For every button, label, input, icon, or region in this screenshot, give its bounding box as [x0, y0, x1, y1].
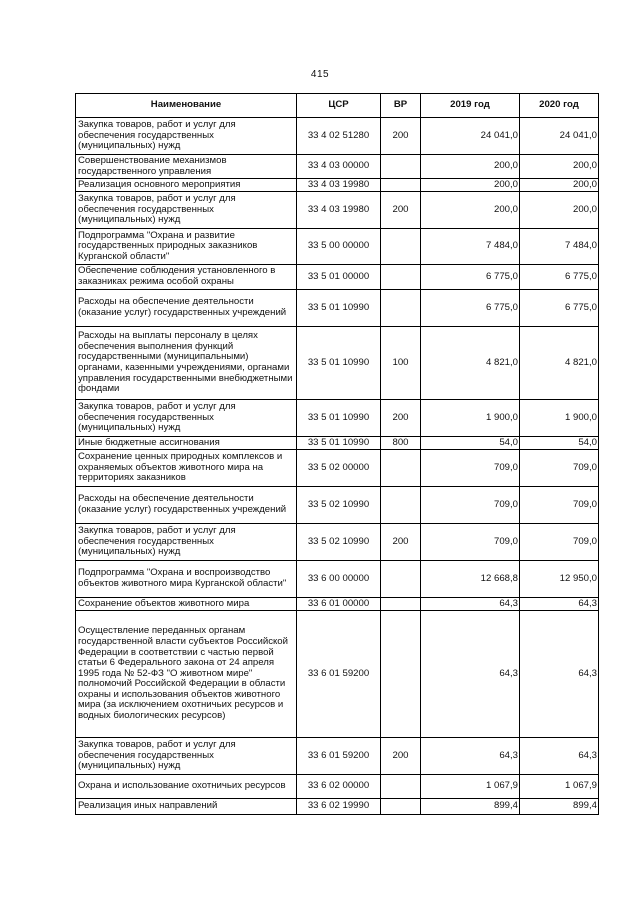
row-2019: 64,3 [421, 611, 520, 738]
row-2019: 6 775,0 [421, 290, 520, 327]
row-2019: 709,0 [421, 524, 520, 561]
row-vr [381, 229, 421, 265]
row-2019: 899,4 [421, 799, 520, 815]
row-2020: 6 775,0 [520, 265, 599, 290]
row-2020: 64,3 [520, 738, 599, 775]
row-2020: 64,3 [520, 598, 599, 611]
row-2020: 200,0 [520, 179, 599, 192]
row-vr [381, 775, 421, 799]
row-vr [381, 598, 421, 611]
row-vr [381, 450, 421, 487]
table-row [76, 775, 599, 799]
table-row [76, 524, 599, 561]
row-2019: 200,0 [421, 179, 520, 192]
row-name: Закупка товаров, работ и услуг для обеспечения государственных (муниципальных) нужд [76, 738, 297, 775]
table-row [76, 561, 599, 598]
row-2020: 200,0 [520, 192, 599, 229]
row-csr: 33 5 01 10990 [297, 400, 381, 437]
table-row [76, 290, 599, 327]
row-csr: 33 4 03 00000 [297, 155, 381, 179]
row-vr: 200 [381, 192, 421, 229]
row-csr: 33 4 03 19980 [297, 192, 381, 229]
row-name: Закупка товаров, работ и услуг для обеспечения государственных (муниципальных) нужд [76, 524, 297, 561]
table-row [76, 400, 599, 437]
row-name: Иные бюджетные ассигнования [76, 437, 297, 450]
row-vr: 200 [381, 738, 421, 775]
row-csr: 33 5 01 10990 [297, 290, 381, 327]
table-row [76, 118, 599, 155]
table-row [76, 738, 599, 775]
header-csr: ЦСР [297, 94, 381, 118]
row-2020: 6 775,0 [520, 290, 599, 327]
header-vr: ВР [381, 94, 421, 118]
row-name: Сохранение объектов животного мира [76, 598, 297, 611]
row-name: Обеспечение соблюдения установленного в заказниках режима особой охраны [76, 265, 297, 290]
row-csr: 33 5 02 00000 [297, 450, 381, 487]
row-name: Охрана и использование охотничьих ресурсов [76, 775, 297, 799]
row-2020: 24 041,0 [520, 118, 599, 155]
row-csr: 33 5 00 00000 [297, 229, 381, 265]
row-csr: 33 6 02 00000 [297, 775, 381, 799]
table-row [76, 799, 599, 815]
row-name: Закупка товаров, работ и услуг для обеспечения государственных (муниципальных) нужд [76, 118, 297, 155]
row-vr: 100 [381, 327, 421, 400]
budget-table [75, 93, 599, 815]
row-csr: 33 5 02 10990 [297, 524, 381, 561]
table-row [76, 229, 599, 265]
row-name: Закупка товаров, работ и услуг для обеспечения государственных (муниципальных) нужд [76, 400, 297, 437]
row-csr: 33 4 02 51280 [297, 118, 381, 155]
table-row [76, 327, 599, 400]
table-row [76, 487, 599, 524]
row-2019: 1 900,0 [421, 400, 520, 437]
row-vr [381, 611, 421, 738]
row-name: Осуществление переданных органам государственной власти субъектов Российской Федерации в соответствии с частью первой статьи 6 Федерального закона от 24 апреля 1995 года № 52-ФЗ "О животном мире" полномочий Российской Федерации в области охраны и использования объектов животного мира (за исключением охотничьих ресурсов и водных биологических ресурсов) [76, 611, 297, 738]
table-row [76, 265, 599, 290]
row-2019: 200,0 [421, 192, 520, 229]
table-row [76, 179, 599, 192]
row-2019: 709,0 [421, 487, 520, 524]
table-row [76, 192, 599, 229]
row-csr: 33 6 00 00000 [297, 561, 381, 598]
row-csr: 33 6 01 59200 [297, 611, 381, 738]
table-row [76, 611, 599, 738]
table-header-row [76, 94, 599, 118]
row-name: Расходы на обеспечение деятельности (оказание услуг) государственных учреждений [76, 290, 297, 327]
row-vr [381, 799, 421, 815]
row-csr: 33 4 03 19980 [297, 179, 381, 192]
row-2020: 4 821,0 [520, 327, 599, 400]
row-name: Реализация основного мероприятия [76, 179, 297, 192]
row-2019: 709,0 [421, 450, 520, 487]
page-number: 415 [310, 69, 330, 80]
header-name: Наименование [76, 94, 297, 118]
row-2019: 64,3 [421, 738, 520, 775]
row-vr [381, 155, 421, 179]
row-2020: 200,0 [520, 155, 599, 179]
header-2019: 2019 год [421, 94, 520, 118]
row-2020: 54,0 [520, 437, 599, 450]
row-2019: 54,0 [421, 437, 520, 450]
table-row [76, 155, 599, 179]
row-2020: 899,4 [520, 799, 599, 815]
row-vr [381, 290, 421, 327]
table-row [76, 450, 599, 487]
row-name: Реализация иных направлений [76, 799, 297, 815]
row-csr: 33 5 01 10990 [297, 437, 381, 450]
row-csr: 33 5 01 00000 [297, 265, 381, 290]
row-csr: 33 6 01 59200 [297, 738, 381, 775]
row-2020: 709,0 [520, 450, 599, 487]
row-2020: 1 900,0 [520, 400, 599, 437]
row-2020: 7 484,0 [520, 229, 599, 265]
row-vr [381, 487, 421, 524]
row-2019: 1 067,9 [421, 775, 520, 799]
table-row [76, 437, 599, 450]
row-vr: 200 [381, 400, 421, 437]
header-2020: 2020 год [520, 94, 599, 118]
row-vr [381, 561, 421, 598]
row-vr: 200 [381, 524, 421, 561]
row-name: Подпрограмма "Охрана и развитие государственных природных заказников Курганской области" [76, 229, 297, 265]
row-2019: 7 484,0 [421, 229, 520, 265]
row-2020: 1 067,9 [520, 775, 599, 799]
row-name: Расходы на обеспечение деятельности (оказание услуг) государственных учреждений [76, 487, 297, 524]
row-vr [381, 179, 421, 192]
row-name: Расходы на выплаты персоналу в целях обеспечения выполнения функций государственными (муниципальными) органами, казенными учреждениями, органами управления государственными внебюджетными фондами [76, 327, 297, 400]
row-2020: 709,0 [520, 524, 599, 561]
row-2020: 64,3 [520, 611, 599, 738]
row-2020: 709,0 [520, 487, 599, 524]
row-2019: 24 041,0 [421, 118, 520, 155]
row-vr: 800 [381, 437, 421, 450]
row-csr: 33 5 02 10990 [297, 487, 381, 524]
row-2019: 6 775,0 [421, 265, 520, 290]
row-vr: 200 [381, 118, 421, 155]
row-2019: 64,3 [421, 598, 520, 611]
row-2020: 12 950,0 [520, 561, 599, 598]
row-vr [381, 265, 421, 290]
row-csr: 33 6 02 19990 [297, 799, 381, 815]
row-name: Подпрограмма "Охрана и воспроизводство объектов животного мира Курганской области" [76, 561, 297, 598]
row-csr: 33 5 01 10990 [297, 327, 381, 400]
row-2019: 4 821,0 [421, 327, 520, 400]
table-row [76, 598, 599, 611]
row-name: Закупка товаров, работ и услуг для обеспечения государственных (муниципальных) нужд [76, 192, 297, 229]
row-name: Сохранение ценных природных комплексов и охраняемых объектов животного мира на территориях заказников [76, 450, 297, 487]
row-csr: 33 6 01 00000 [297, 598, 381, 611]
row-name: Совершенствование механизмов государственного управления [76, 155, 297, 179]
row-2019: 12 668,8 [421, 561, 520, 598]
row-2019: 200,0 [421, 155, 520, 179]
